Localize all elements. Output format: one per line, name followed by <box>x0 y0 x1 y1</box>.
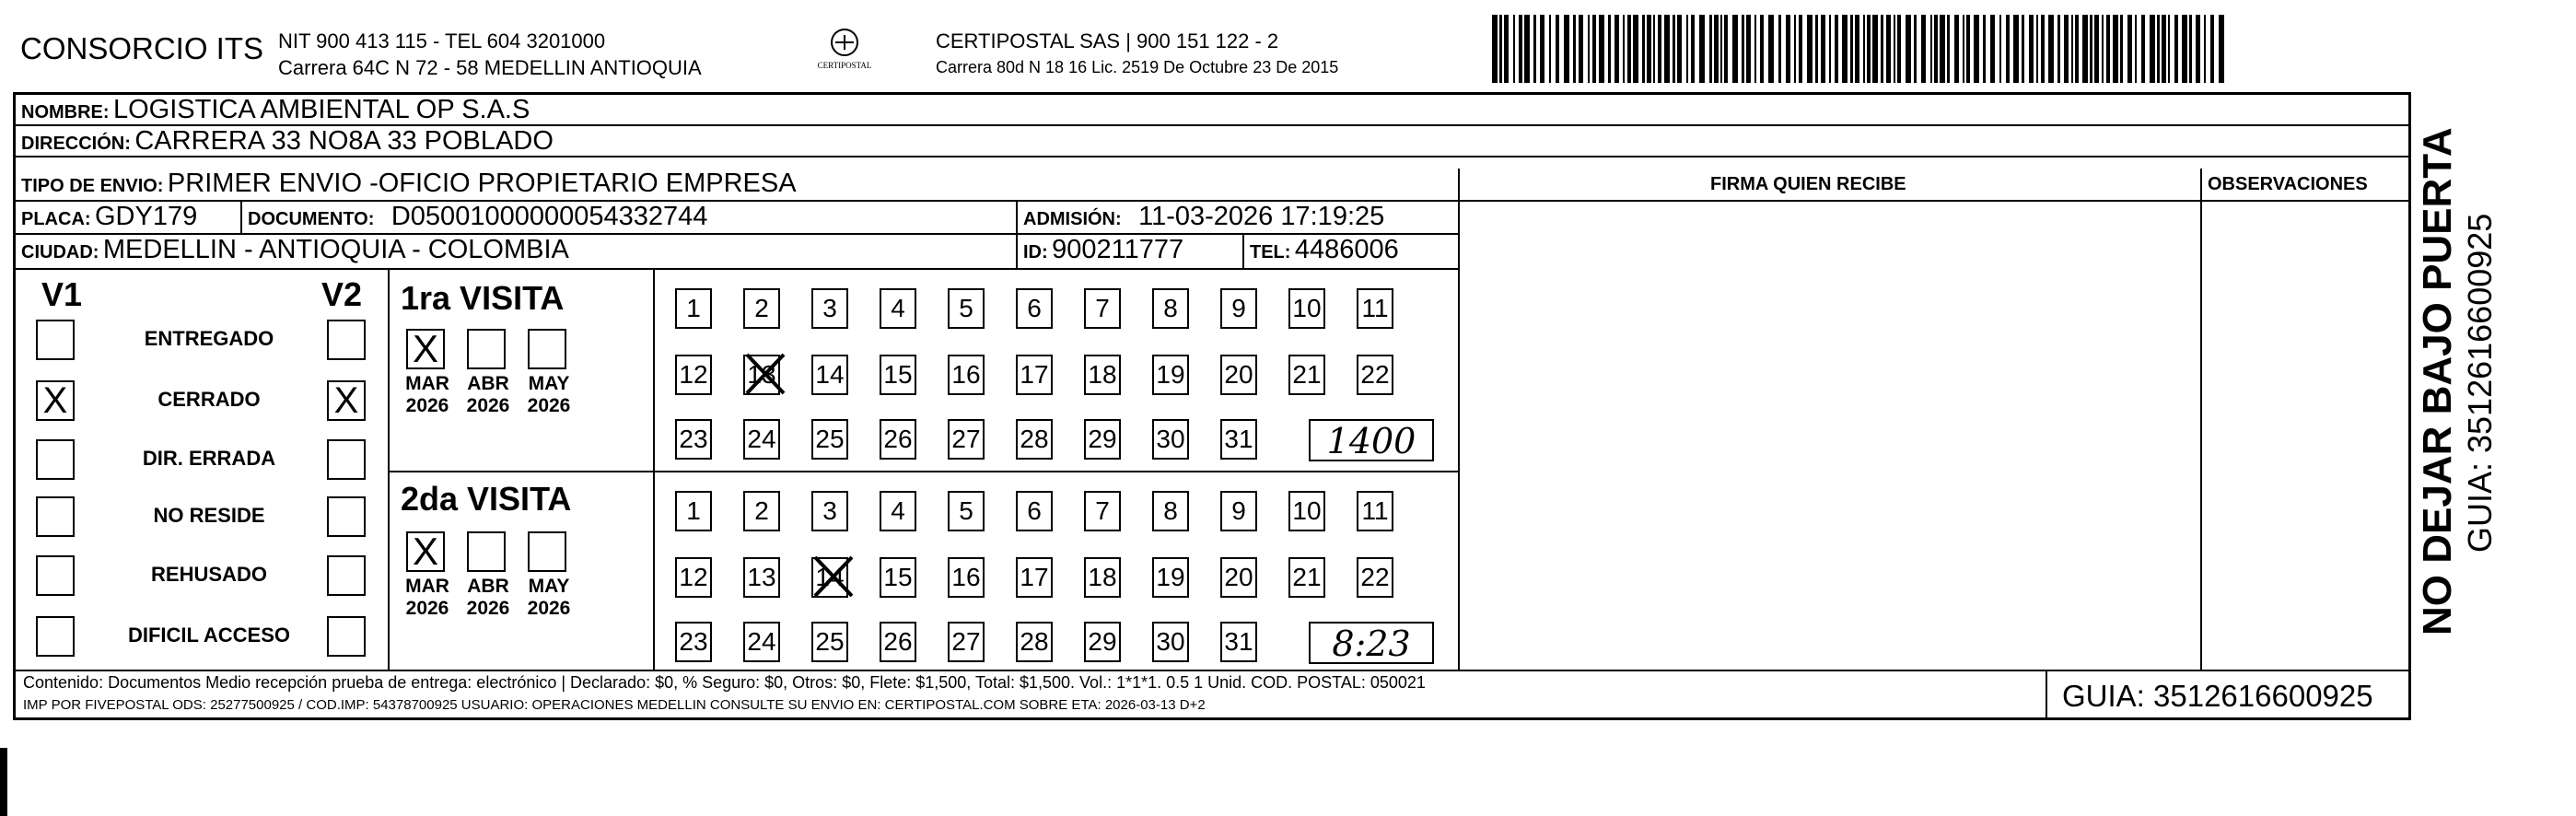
barcode-bar <box>2150 15 2155 83</box>
barcode-bar <box>1633 15 1638 83</box>
month-name: MAY <box>528 373 570 394</box>
day-cell[interactable]: 2 <box>743 491 780 531</box>
barcode-bar <box>1673 15 1675 83</box>
barcode-bar <box>1664 15 1670 83</box>
document-value: D05001000000054332744 <box>390 202 708 231</box>
name-row <box>21 95 530 125</box>
day-cell[interactable]: 6 <box>1016 288 1053 329</box>
barcode-bar <box>1642 15 1645 83</box>
v1-checkbox[interactable] <box>36 439 75 480</box>
plate-cell <box>21 202 197 232</box>
document-cell <box>248 202 707 232</box>
document-label: DOCUMENTO: <box>248 209 375 229</box>
day-cell[interactable]: 28 <box>1016 419 1053 460</box>
barcode-bar <box>1627 15 1631 83</box>
v2-checkbox[interactable] <box>327 320 366 360</box>
month-label <box>517 373 581 417</box>
visit-time-field[interactable]: 1400 <box>1309 419 1434 461</box>
month-checkbox[interactable] <box>528 329 566 369</box>
barcode-bar <box>1855 15 1859 83</box>
barcode-bar <box>1588 15 1590 83</box>
id-cell <box>1023 235 1183 265</box>
day-cell[interactable]: 31 <box>1220 622 1257 662</box>
v1-label: V1 <box>41 275 83 313</box>
barcode-bar <box>1549 15 1551 83</box>
barcode-bar <box>1807 15 1813 83</box>
barcode-bar <box>1573 15 1576 83</box>
v2-checkbox[interactable]: X <box>327 380 366 421</box>
side-guia: GUIA: 3512616600925 <box>2461 213 2499 553</box>
day-cell[interactable]: 5 <box>948 288 985 329</box>
month-label <box>395 576 460 620</box>
barcode-bar <box>2048 15 2054 83</box>
day-cell[interactable]: 1 <box>675 288 712 329</box>
barcode-bar <box>1983 15 1986 83</box>
city-cell <box>21 235 569 265</box>
month-label <box>456 373 520 417</box>
day-cell[interactable]: 17 <box>1016 355 1053 395</box>
visit-time-field[interactable]: 8:23 <box>1309 622 1434 664</box>
barcode-bar <box>1499 15 1502 83</box>
month-year: 2026 <box>405 395 449 416</box>
admission-value: 11-03-2026 17:19:25 <box>1138 202 1385 231</box>
day-cell[interactable]: 29 <box>1084 622 1121 662</box>
day-cell[interactable]: 27 <box>948 419 985 460</box>
status-label: REHUSADO <box>151 563 267 586</box>
day-cell[interactable]: 1 <box>675 491 712 531</box>
day-cell[interactable]: 25 <box>811 622 848 662</box>
v2-label: V2 <box>321 275 363 313</box>
day-cell[interactable]: 10 <box>1288 288 1325 329</box>
send-type-label: TIPO DE ENVIO: <box>21 176 164 196</box>
tel-label: TEL: <box>1250 242 1291 262</box>
month-label <box>456 576 520 620</box>
day-cell[interactable]: 27 <box>948 622 985 662</box>
barcode-bar <box>1492 15 1498 83</box>
tel-value: 4486006 <box>1294 235 1399 264</box>
day-cell[interactable]: 13 <box>743 355 780 395</box>
day-cell[interactable]: 12 <box>675 557 712 598</box>
barcode-bar <box>1742 15 1744 83</box>
day-cross-mark <box>743 351 787 397</box>
day-cell[interactable]: 16 <box>948 355 985 395</box>
month-year: 2026 <box>527 395 571 416</box>
day-cell[interactable]: 4 <box>880 288 916 329</box>
day-cell[interactable]: 20 <box>1220 557 1257 598</box>
company-info <box>278 28 702 81</box>
address-line: Carrera 64C N 72 - 58 MEDELLIN ANTIOQUIA <box>278 56 702 79</box>
barcode-bar <box>2022 15 2024 83</box>
barcode-bar <box>1867 15 1871 83</box>
day-cell[interactable]: 30 <box>1152 622 1189 662</box>
scan-edge <box>0 748 7 816</box>
barcode-bar <box>2120 15 2123 83</box>
barcode-bar <box>2041 15 2045 83</box>
barcode-bar <box>1564 15 1569 83</box>
barcode-bar <box>2071 15 2073 83</box>
day-cell[interactable]: 29 <box>1084 419 1121 460</box>
month-name: MAR <box>405 373 449 394</box>
day-cell[interactable]: 7 <box>1084 288 1121 329</box>
barcode-bar <box>1579 15 1583 83</box>
month-name: ABR <box>467 576 509 597</box>
status-label: DIR. ERRADA <box>142 447 276 470</box>
barcode-bar <box>1504 15 1509 83</box>
plate-label: PLACA: <box>21 209 91 229</box>
visit2-title: 2da VISITA <box>401 480 572 518</box>
v2-checkbox[interactable] <box>327 555 366 596</box>
barcode-bar <box>1533 15 1536 83</box>
barcode-bar <box>1720 15 1722 83</box>
status-label: ENTREGADO <box>144 327 274 350</box>
day-cell[interactable]: 15 <box>880 355 916 395</box>
barcode-bar <box>2210 15 2214 83</box>
barcode-bar <box>1835 15 1838 83</box>
barcode-bar <box>1556 15 1559 83</box>
barcode-bar <box>1778 15 1781 83</box>
day-cell[interactable]: 19 <box>1152 557 1189 598</box>
barcode-bar <box>1724 15 1728 83</box>
barcode-bar <box>1754 15 1756 83</box>
barcode-bar <box>2029 15 2034 83</box>
month-label <box>517 576 581 620</box>
courier-line2: Carrera 80d N 18 16 Lic. 2519 De Octubre 23 De 2015 <box>936 58 1339 76</box>
admission-label: ADMISIÓN: <box>1023 209 1122 229</box>
barcode-bar <box>2189 15 2192 83</box>
name-label: NOMBRE: <box>21 102 110 122</box>
barcode-bar <box>1829 15 1831 83</box>
day-cell[interactable]: 5 <box>948 491 985 531</box>
barcode-bar <box>1990 15 1995 83</box>
barcode-bar <box>1914 15 1917 83</box>
month-name: MAY <box>528 576 570 597</box>
barcode-bar <box>1540 15 1544 83</box>
day-cell[interactable]: 10 <box>1288 491 1325 531</box>
barcode-bar <box>2113 15 2118 83</box>
v1-checkbox[interactable] <box>36 616 75 657</box>
v1-checkbox[interactable] <box>36 555 75 596</box>
day-cell[interactable]: 6 <box>1016 491 1053 531</box>
barcode-bar <box>1886 15 1891 83</box>
day-cell[interactable]: 23 <box>675 419 712 460</box>
day-cell[interactable]: 7 <box>1084 491 1121 531</box>
v2-checkbox[interactable] <box>327 439 366 480</box>
day-cell[interactable]: 24 <box>743 622 780 662</box>
barcode-bar <box>2196 15 2200 83</box>
month-name: ABR <box>467 373 509 394</box>
barcode-bar <box>2094 15 2099 83</box>
barcode-bar <box>1653 15 1655 83</box>
logo-text: CERTIPOSTAL <box>817 61 872 70</box>
barcode-bar <box>2064 15 2069 83</box>
barcode-bar <box>1691 15 1695 83</box>
footer-line2: IMP POR FIVEPOSTAL ODS: 25277500925 / COD.IMP: 54378700925 USUARIO: OPERACIONES MEDELLIN CONSULTE SU ENVIO EN: CERTIPOSTAL.COM SOBRE ETA: 2026-03-13 D+2 <box>23 697 1206 713</box>
company-name: CONSORCIO ITS <box>20 31 264 65</box>
barcode-bar <box>1966 15 1970 83</box>
day-cell[interactable]: 3 <box>811 491 848 531</box>
day-cell[interactable]: 22 <box>1357 355 1393 395</box>
tel-cell <box>1250 235 1399 265</box>
barcode-bar <box>2135 15 2137 83</box>
barcode-bar <box>1872 15 1878 83</box>
barcode-bar <box>2090 15 2092 83</box>
barcode-bar <box>1999 15 2001 83</box>
send-type-row <box>21 169 797 199</box>
barcode-bar <box>2141 15 2145 83</box>
address-label: DIRECCIÓN: <box>21 134 131 154</box>
barcode-bar <box>1768 15 1774 83</box>
barcode-bar <box>2102 15 2104 83</box>
barcode-bar <box>1786 15 1790 83</box>
day-cell[interactable]: 24 <box>743 419 780 460</box>
barcode-bar <box>1623 15 1625 83</box>
plate-value: GDY179 <box>95 202 198 231</box>
barcode <box>1492 15 2229 83</box>
barcode-bar <box>1647 15 1651 83</box>
barcode-bar <box>2182 15 2187 83</box>
barcode-bar <box>1850 15 1853 83</box>
month-checkbox[interactable]: X <box>406 531 445 572</box>
barcode-bar <box>2106 15 2110 83</box>
certipostal-logo <box>812 26 877 81</box>
barcode-bar <box>1974 15 1979 83</box>
barcode-bar <box>1714 15 1719 83</box>
barcode-bar <box>1608 15 1611 83</box>
footer-line1: Contenido: Documentos Medio recepción prueba de entrega: electrónico | Declarado: $0, % Seguro: $0, Otros: $0, Flete: $1,500, Total: $1,500. Vol.: 1*1*1. 0.5 1 Unid. COD. POSTAL: 050021 <box>23 673 1426 692</box>
day-cell[interactable]: 25 <box>811 419 848 460</box>
barcode-bar <box>1746 15 1751 83</box>
month-year: 2026 <box>466 598 510 619</box>
barcode-bar <box>2174 15 2178 83</box>
month-year: 2026 <box>405 598 449 619</box>
day-cell[interactable]: 21 <box>1288 557 1325 598</box>
day-cell[interactable]: 2 <box>743 288 780 329</box>
month-label <box>395 373 460 417</box>
barcode-bar <box>1760 15 1764 83</box>
barcode-bar <box>1519 15 1522 83</box>
id-label: ID: <box>1023 242 1048 262</box>
day-cell[interactable]: 20 <box>1220 355 1257 395</box>
id-value: 900211777 <box>1052 235 1184 264</box>
barcode-bar <box>1963 15 1964 83</box>
barcode-bar <box>1592 15 1596 83</box>
barcode-bar <box>1815 15 1818 83</box>
day-cell[interactable]: 19 <box>1152 355 1189 395</box>
month-checkbox[interactable] <box>467 329 506 369</box>
delivery-form <box>13 92 2411 720</box>
barcode-bar <box>1677 15 1682 83</box>
day-cell[interactable]: 9 <box>1220 491 1257 531</box>
admission-cell <box>1023 202 1384 232</box>
barcode-bar <box>1709 15 1712 83</box>
day-cell[interactable]: 31 <box>1220 419 1257 460</box>
barcode-bar <box>1897 15 1901 83</box>
day-cell[interactable]: 15 <box>880 557 916 598</box>
city-label: CIUDAD: <box>21 242 99 262</box>
barcode-bar <box>2219 15 2224 83</box>
month-checkbox[interactable] <box>528 531 566 572</box>
barcode-bar <box>2157 15 2160 83</box>
barcode-bar <box>1513 15 1515 83</box>
day-cell[interactable]: 26 <box>880 622 916 662</box>
v1-checkbox[interactable]: X <box>36 380 75 421</box>
day-cell[interactable]: 8 <box>1152 491 1189 531</box>
day-cell[interactable]: 21 <box>1288 355 1325 395</box>
status-label: CERRADO <box>157 388 261 411</box>
side-warning: NO DEJAR BAJO PUERTA <box>2415 127 2460 635</box>
day-cell[interactable]: 16 <box>948 557 985 598</box>
day-cell[interactable]: 14 <box>811 557 848 598</box>
barcode-bar <box>1686 15 1688 83</box>
barcode-bar <box>2075 15 2079 83</box>
day-cell[interactable]: 17 <box>1016 557 1053 598</box>
barcode-bar <box>1842 15 1847 83</box>
day-cell[interactable]: 3 <box>811 288 848 329</box>
v1-checkbox[interactable] <box>36 320 75 360</box>
recipient-name: LOGISTICA AMBIENTAL OP S.A.S <box>113 95 530 124</box>
status-label: NO RESIDE <box>153 504 265 527</box>
day-cell[interactable]: 18 <box>1084 355 1121 395</box>
month-checkbox[interactable]: X <box>406 329 445 369</box>
day-cell[interactable]: 22 <box>1357 557 1393 598</box>
barcode-bar <box>2036 15 2038 83</box>
month-year: 2026 <box>466 395 510 416</box>
barcode-bar <box>1524 15 1530 83</box>
barcode-bar <box>2127 15 2132 83</box>
day-cell[interactable]: 9 <box>1220 288 1257 329</box>
month-name: MAR <box>405 576 449 597</box>
day-cell[interactable]: 23 <box>675 622 712 662</box>
day-cell[interactable]: 12 <box>675 355 712 395</box>
barcode-bar <box>1732 15 1738 83</box>
barcode-bar <box>2162 15 2166 83</box>
barcode-bar <box>1794 15 1796 83</box>
barcode-bar <box>1699 15 1705 83</box>
status-label: DIFICIL ACCESO <box>127 624 290 647</box>
signature-header: FIRMA QUIEN RECIBE <box>1710 174 1906 194</box>
barcode-bar <box>1930 15 1932 83</box>
month-year: 2026 <box>527 598 571 619</box>
barcode-bar <box>2168 15 2170 83</box>
barcode-bar <box>1599 15 1604 83</box>
day-cell[interactable]: 26 <box>880 419 916 460</box>
barcode-bar <box>1821 15 1825 83</box>
observations-header: OBSERVACIONES <box>2208 174 2368 194</box>
month-checkbox[interactable] <box>467 531 506 572</box>
barcode-bar <box>1881 15 1883 83</box>
day-cell[interactable]: 11 <box>1357 288 1393 329</box>
day-cell[interactable]: 8 <box>1152 288 1189 329</box>
barcode-bar <box>1954 15 1959 83</box>
address-row <box>21 126 554 157</box>
barcode-bar <box>2013 15 2019 83</box>
barcode-bar <box>1921 15 1926 83</box>
day-cell[interactable]: 28 <box>1016 622 1053 662</box>
barcode-bar <box>1799 15 1802 83</box>
barcode-bar <box>1934 15 1938 83</box>
day-cell[interactable]: 11 <box>1357 491 1393 531</box>
barcode-bar <box>1658 15 1661 83</box>
barcode-bar <box>1947 15 1950 83</box>
courier-info <box>936 28 1338 81</box>
barcode-bar <box>2082 15 2088 83</box>
barcode-bar <box>1940 15 1945 83</box>
v1-checkbox[interactable] <box>36 496 75 537</box>
day-cell[interactable]: 30 <box>1152 419 1189 460</box>
barcode-bar <box>2057 15 2060 83</box>
header <box>0 0 2431 92</box>
v2-checkbox[interactable] <box>327 616 366 657</box>
visit1-title: 1ra VISITA <box>401 279 565 317</box>
day-cell[interactable]: 4 <box>880 491 916 531</box>
nit-line: NIT 900 413 115 - TEL 604 3201000 <box>278 29 606 52</box>
city-value: MEDELLIN - ANTIOQUIA - COLOMBIA <box>102 235 569 264</box>
barcode-bar <box>1863 15 1865 83</box>
day-cell[interactable]: 18 <box>1084 557 1121 598</box>
day-cross-mark <box>811 554 856 600</box>
send-type: PRIMER ENVIO -OFICIO PROPIETARIO EMPRESA <box>167 169 797 198</box>
barcode-bar <box>2204 15 2206 83</box>
footer-guia: GUIA: 3512616600925 <box>2062 679 2373 713</box>
barcode-bar <box>1906 15 1911 83</box>
barcode-bar <box>1894 15 1895 83</box>
recipient-address: CARRERA 33 NO8A 33 POBLADO <box>134 126 554 156</box>
barcode-bar <box>2006 15 2010 83</box>
courier-line1: CERTIPOSTAL SAS | 900 151 122 - 2 <box>936 29 1279 52</box>
v2-checkbox[interactable] <box>327 496 366 537</box>
barcode-bar <box>1614 15 1619 83</box>
day-cell[interactable]: 14 <box>811 355 848 395</box>
day-cell[interactable]: 13 <box>743 557 780 598</box>
